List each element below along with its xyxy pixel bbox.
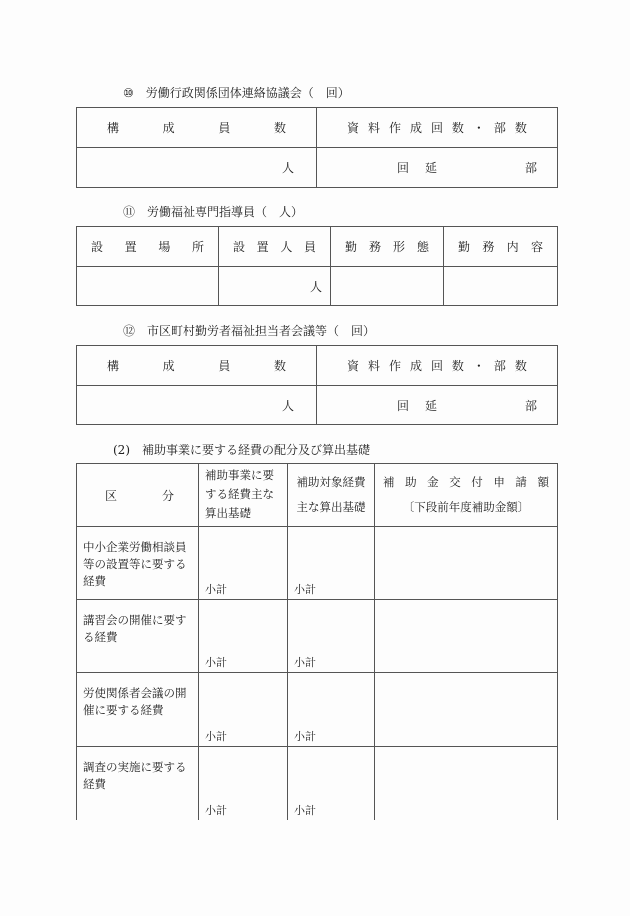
subtotal-label: 小計 [294,583,316,596]
header-char: 員 [218,359,231,373]
members-count-cell[interactable] [77,148,317,188]
header-char: 数 [451,359,464,373]
members-count-header [77,346,317,386]
header-char: 回 [430,359,443,373]
header-char: 額 [537,475,549,489]
header-char: 勤 [458,240,471,254]
header-char: 分 [161,488,174,503]
header-char: 申 [493,475,505,489]
header-char: 形 [392,240,405,254]
header-char: ・ [472,121,485,135]
header-char: 員 [303,240,316,254]
project-basis-cell[interactable] [199,600,288,673]
category-header [77,464,199,527]
header-char: 料 [367,359,380,373]
unit-extended: 延 [425,398,438,413]
subtotal-label: 小計 [205,803,227,817]
section11-title: 労働福祉専門指導員（ 人） [147,205,304,219]
grant-amount-cell[interactable] [375,747,558,820]
header-char: 数 [451,121,464,135]
work-form-cell[interactable] [331,267,444,306]
section11-table [76,226,558,306]
unit-copies: 部 [524,398,537,413]
header-char: 数 [273,359,286,373]
eligible-basis-cell[interactable] [288,527,375,600]
unit-times: 回 [397,398,410,413]
category-cell: 中小企業労働相談員等の設置等に要する経費 [77,527,199,600]
header-char: 態 [416,240,429,254]
subtotal-label: 小計 [294,656,316,669]
unit-people: 人 [309,279,322,294]
header-char: 部 [493,359,506,373]
unit-copies: 部 [524,161,537,175]
staff-cell[interactable] [219,267,331,306]
header-char: 成 [162,359,175,373]
header-char: 区 [105,488,118,503]
header-char: 請 [515,475,527,489]
header-char: 務 [482,240,495,254]
header-char: 置 [124,240,137,254]
header-char: 構 [107,121,120,135]
subtotal-label: 小計 [294,730,316,743]
section2-number: (2) [113,443,130,457]
header-char: 作 [388,121,401,135]
header-char: 容 [530,240,543,254]
header-line: 補助対象経費 [296,475,366,489]
header-char: 人 [280,240,293,254]
header-char: 場 [158,240,171,254]
project-basis-cell[interactable] [199,673,288,747]
expense-table [76,463,558,820]
header-char: 資 [347,359,360,373]
table-row [77,600,558,673]
header-char: 勤 [345,240,358,254]
unit-times: 回 [397,161,410,175]
header-char: 数 [273,121,286,135]
header-char: 務 [368,240,381,254]
section11-number: ⑪ [123,205,136,219]
header-char: 資 [347,121,360,135]
header-char: 数 [514,359,527,373]
subtotal-label: 小計 [294,803,316,817]
header-char: 設 [91,240,104,254]
location-cell[interactable] [77,267,219,306]
section12-heading [123,322,375,339]
eligible-basis-header [288,464,375,527]
header-char: 員 [218,121,231,135]
header-char: 置 [256,240,269,254]
materials-count-cell[interactable] [317,148,558,188]
section10-number: ⑩ [123,86,134,100]
table-row [77,527,558,600]
staff-header [219,227,331,267]
members-count-cell[interactable] [77,386,317,425]
header-char: 成 [409,121,422,135]
section10-heading [123,84,350,101]
header-char: 設 [233,240,246,254]
header-char: 成 [162,121,175,135]
header-text: 補助事業に要する経費主な算出基礎 [205,468,274,520]
section12-table [76,345,558,425]
members-count-header [77,108,317,148]
header-char: 所 [191,240,204,254]
header-char: 交 [449,475,461,489]
header-char: 料 [367,121,380,135]
header-char: 補 [383,475,395,489]
subtotal-label: 小計 [205,656,227,669]
header-char: 回 [430,121,443,135]
project-basis-header [199,464,288,527]
work-content-header [444,227,558,267]
materials-count-cell[interactable] [317,386,558,425]
table-row [77,747,558,820]
header-char: 部 [493,121,506,135]
section2-title: 補助事業に要する経費の配分及び算出基礎 [142,443,371,457]
header-char: 助 [405,475,417,489]
grant-amount-cell[interactable] [375,600,558,673]
header-char: 付 [471,475,483,489]
eligible-basis-cell[interactable] [288,747,375,820]
section11-heading [123,203,303,220]
section2-heading [113,441,370,458]
work-form-header [331,227,444,267]
table-row [77,673,558,747]
project-basis-cell[interactable] [199,747,288,820]
project-basis-cell[interactable] [199,527,288,600]
header-char: 数 [514,121,527,135]
eligible-basis-cell[interactable] [288,673,375,747]
materials-count-header [317,346,558,386]
header-char: 成 [409,359,422,373]
header-char: ・ [472,359,485,373]
category-cell: 調査の実施に要する経費 [77,747,199,820]
unit-extended: 延 [425,161,438,175]
section10-table [76,107,558,188]
section12-title: 市区町村勤労者福祉担当者会議等（ 回） [147,324,376,338]
grant-amount-cell[interactable] [375,673,558,747]
grant-note: 〔下段前年度補助金額〕 [402,500,530,514]
grant-amount-header [375,464,558,527]
header-line: 主な算出基礎 [296,500,366,514]
unit-people: 人 [281,398,294,413]
subtotal-label: 小計 [205,730,227,743]
unit-people: 人 [281,161,294,175]
grant-amount-cell[interactable] [375,527,558,600]
eligible-basis-cell[interactable] [288,600,375,673]
header-char: 作 [388,359,401,373]
header-char: 構 [107,359,120,373]
category-cell: 労使関係者会議の開催に要する経費 [77,673,199,747]
section10-title: 労働行政関係団体連絡協議会（ 回） [145,86,350,100]
header-char: 内 [506,240,519,254]
section12-number: ⑫ [123,324,136,338]
header-char: 金 [427,475,439,489]
materials-count-header [317,108,558,148]
location-header [77,227,219,267]
work-content-cell[interactable] [444,267,558,306]
category-cell: 講習会の開催に要する経費 [77,600,199,673]
subtotal-label: 小計 [205,583,227,596]
